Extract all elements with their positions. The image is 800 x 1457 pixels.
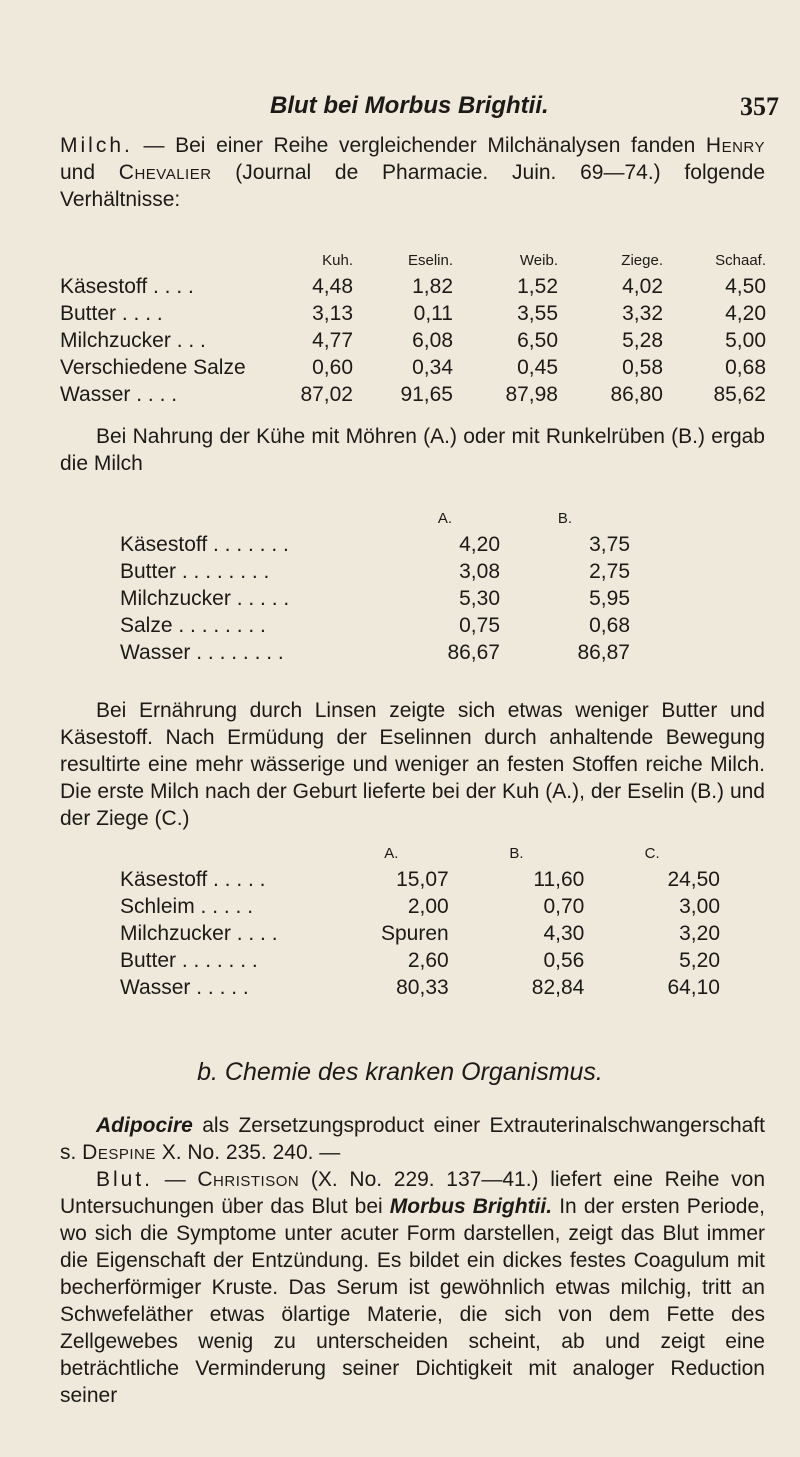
row-label: Wasser . . . . — [60, 383, 178, 406]
table-row — [120, 920, 720, 947]
table-row — [120, 974, 720, 1001]
cell-value: 3,32 — [622, 302, 663, 325]
table-header-row — [60, 252, 766, 273]
author-chevalier: Chevalier — [118, 161, 212, 184]
cell-value: 86,80 — [610, 383, 663, 406]
cell-value: 2,00 — [407, 895, 449, 918]
author-henry: Henry — [705, 134, 765, 157]
lead-word-milk: Milch. — [60, 134, 133, 157]
cell-value: 11,60 — [533, 868, 585, 891]
term-adipocire: Adipocire — [96, 1114, 193, 1137]
column-header: Schaaf. — [715, 252, 766, 269]
section-heading: b. Chemie des kranken Organismus. — [197, 1058, 603, 1086]
table-row — [60, 327, 766, 354]
row-label: Milchzucker . . . . . — [120, 587, 290, 610]
cell-value: 4,48 — [312, 275, 353, 298]
term-morbus-brightii: Morbus Brightii. — [389, 1195, 553, 1218]
cell-value: 3,20 — [679, 922, 720, 945]
cell-value: 0,45 — [517, 356, 558, 379]
cell-value: 0,34 — [412, 356, 453, 379]
column-header: B. — [557, 510, 573, 527]
table-row — [120, 585, 630, 612]
cell-value: 85,62 — [713, 383, 766, 406]
table-milk-species — [60, 252, 766, 408]
cell-value: 4,02 — [622, 275, 663, 298]
table-row — [120, 558, 630, 585]
column-header: B. — [509, 845, 524, 862]
row-label: Milchzucker . . . — [60, 329, 206, 352]
cell-value: 6,08 — [412, 329, 453, 352]
column-header: Eselin. — [407, 252, 453, 269]
row-label: Wasser . . . . . — [120, 976, 249, 999]
cell-value: 0,68 — [589, 614, 630, 637]
cell-value: 0,60 — [312, 356, 353, 379]
cell-value: 4,50 — [725, 275, 766, 298]
table-row — [60, 273, 766, 300]
cell-value: 3,00 — [679, 895, 720, 918]
cell-value: 15,07 — [396, 868, 449, 891]
cell-value: 3,13 — [312, 302, 353, 325]
table-header-row — [120, 845, 720, 866]
column-header: Ziege. — [621, 252, 663, 269]
cell-value: 4,30 — [543, 922, 585, 945]
para5-text2: (X. No. 229. 137—41.) liefert eine Reihe von Untersuchungen über das Blut bei — [60, 1168, 766, 1218]
row-label: Salze . . . . . . . . — [120, 614, 266, 637]
cell-value: 91,65 — [400, 383, 453, 406]
running-title: Blut bei Morbus Brightii. — [270, 92, 549, 119]
cell-value: 5,20 — [679, 949, 720, 972]
paragraph-milk-intro — [60, 132, 765, 213]
cell-value: 5,30 — [459, 587, 500, 610]
cell-value: 86,87 — [577, 641, 630, 664]
para5-text1: — — [153, 1168, 198, 1191]
cell-value: 3,75 — [589, 533, 630, 556]
page-header — [0, 92, 800, 132]
row-label: Butter . . . . . . . . — [120, 560, 270, 583]
row-label: Butter . . . . . . . — [120, 949, 258, 972]
para5-text3: In der ersten Periode, wo sich die Symptome unter acuter Form darstellen, zeigt das Blut immer die Eigenschaft der Entzündung. Es bildet ein dickes festes Coagulum mit becherförmiger Kruste. Das Serum ist gewöhnlich etwas milchig, tritt an Schwefeläther etwas ölartige Materie, die sich von dem Fette des Zellgewebes wenig zu unterscheiden scheint, ab und zeigt eine beträchtliche Verminderung seiner Dichtigkeit mit analoger Reduction seiner — [60, 1195, 765, 1407]
cell-value: 0,11 — [413, 302, 453, 325]
para1-text1: — Bei einer Reihe vergleichender Milchänalysen fanden — [132, 134, 706, 157]
paragraph-feeding: Bei Nahrung der Kühe mit Möhren (A.) oder mit Runkelrüben (B.) ergab die Milch — [60, 425, 765, 475]
row-label: Käsestoff . . . . — [60, 275, 194, 298]
table-row — [120, 893, 720, 920]
column-header: Kuh. — [322, 252, 353, 269]
table-row — [60, 354, 766, 381]
row-label: Milchzucker . . . . — [120, 922, 278, 945]
table-row — [120, 947, 720, 974]
paragraph-lentils: Bei Ernährung durch Linsen zeigte sich etwas weniger Butter und Käsestoff. Nach Ermüdung der Eselinnen durch anhaltende Bewegung resultirte eine mehr wässerige und weniger an festen Stoffen reiche Milch. Die erste Milch nach der Geburt lieferte bei der Kuh (A.), der Eselin (B.) und der Ziege (C.) — [60, 699, 765, 830]
cell-value: 0,68 — [725, 356, 766, 379]
table-first-milk — [120, 845, 720, 1001]
para1-text2: und — [60, 161, 119, 184]
cell-value: 0,58 — [622, 356, 663, 379]
cell-value: 0,70 — [543, 895, 585, 918]
row-label: Käsestoff . . . . . — [120, 868, 266, 891]
para1-text3: (Journal de Pharmacie. Juin. 69—74.) folgende Verhältnisse: — [60, 161, 765, 211]
row-label: Butter . . . . — [60, 302, 163, 325]
cell-value: 86,67 — [447, 641, 500, 664]
row-label: Verschiedene Salze — [60, 356, 246, 379]
cell-value: 5,00 — [725, 329, 766, 352]
cell-value: 4,20 — [725, 302, 766, 325]
row-label: Wasser . . . . . . . . — [120, 641, 284, 664]
cell-value: 2,60 — [407, 949, 449, 972]
column-header: Weib. — [519, 252, 558, 269]
table-header-row — [120, 510, 630, 531]
table-row — [120, 612, 630, 639]
para4-text1: als Zersetzungsproduct einer Extrauterinalschwangerschaft s. — [60, 1114, 765, 1164]
column-header: C. — [644, 845, 660, 862]
column-header: A. — [437, 510, 453, 527]
column-header: A. — [384, 845, 399, 862]
cell-value: Spuren — [380, 922, 449, 945]
table-row — [120, 639, 630, 666]
cell-value: 1,52 — [517, 275, 558, 298]
para4-text2: X. No. 235. 240. — — [155, 1141, 341, 1164]
page-number: 357 — [740, 92, 779, 121]
cell-value: 1,82 — [412, 275, 453, 298]
lead-word-blood: Blut. — [96, 1168, 154, 1191]
cell-value: 24,50 — [667, 868, 720, 891]
cell-value: 82,84 — [531, 976, 585, 999]
cell-value: 0,75 — [459, 614, 500, 637]
row-label: Schleim . . . . . — [120, 895, 254, 918]
cell-value: 80,33 — [396, 976, 449, 999]
table-row — [120, 531, 630, 558]
cell-value: 0,56 — [543, 949, 585, 972]
row-label: Käsestoff . . . . . . . — [120, 533, 289, 556]
cell-value: 5,28 — [622, 329, 663, 352]
cell-value: 64,10 — [667, 976, 720, 999]
cell-value: 5,95 — [589, 587, 630, 610]
cell-value: 6,50 — [517, 329, 558, 352]
cell-value: 87,02 — [300, 383, 353, 406]
cell-value: 4,20 — [459, 533, 500, 556]
author-christison: Christison — [197, 1168, 300, 1191]
cell-value: 3,08 — [459, 560, 500, 583]
paragraph-blood — [60, 1166, 765, 1409]
cell-value: 87,98 — [505, 383, 558, 406]
table-row — [60, 300, 766, 327]
table-feeding — [120, 510, 630, 666]
paragraph-adipocire — [60, 1112, 765, 1166]
author-despine: Despine — [82, 1141, 156, 1164]
cell-value: 4,77 — [312, 329, 353, 352]
table-row — [120, 866, 720, 893]
cell-value: 3,55 — [517, 302, 558, 325]
table-row — [60, 381, 766, 408]
cell-value: 2,75 — [589, 560, 630, 583]
